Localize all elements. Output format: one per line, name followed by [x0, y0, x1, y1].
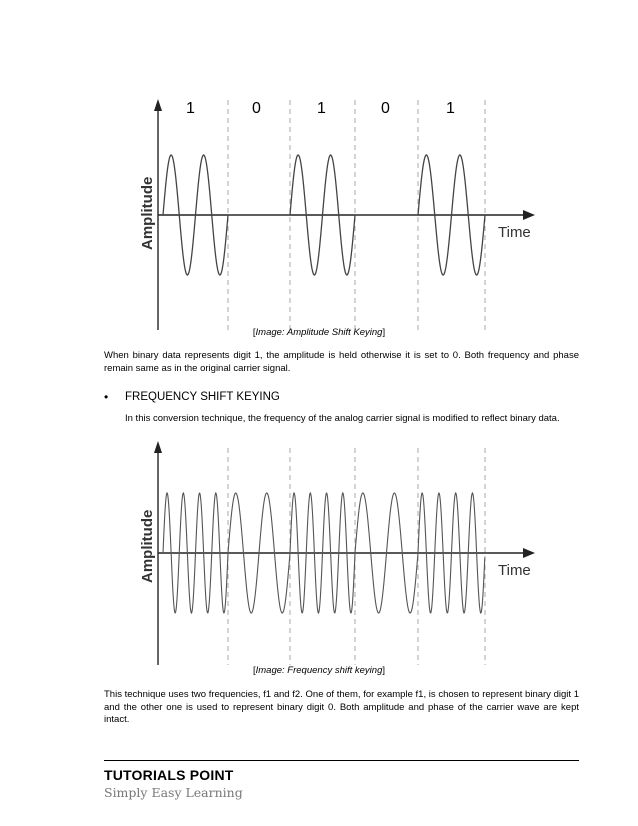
bit-label: 1 [446, 100, 455, 117]
bit-label: 1 [186, 100, 195, 117]
x-axis-label: Time [498, 562, 531, 579]
caption-text: Image: Amplitude Shift Keying [255, 327, 383, 338]
bit-label: 0 [381, 100, 390, 117]
footer-brand: TUTORIALS POINT [104, 767, 234, 783]
x-axis-arrow [523, 210, 535, 220]
figure2-caption: [Image: Frequency shift keying] [252, 665, 385, 676]
bullet: • [104, 390, 109, 404]
paragraph: When binary data represents digit 1, the amplitude is held otherwise it is set to 0. Both frequency and phase remain same as in the original carrier signal. [104, 350, 579, 374]
caption-text: Image: Frequency shift keying [255, 665, 383, 676]
section-heading: FREQUENCY SHIFT KEYING [125, 391, 280, 403]
ask-figure [130, 95, 540, 335]
footer-divider [104, 760, 579, 761]
bit-dividers [228, 448, 485, 665]
paragraph: This technique uses two frequencies, f1 and f2. One of them, for example f1, is chosen to represent binary digit 1 and the other one is used to represent binary digit 0. Both amplitude and phase of the carrier wave are kept intact. [104, 689, 579, 725]
bit-label: 1 [317, 100, 326, 117]
y-axis-label: Amplitude [139, 176, 156, 250]
y-axis-label: Amplitude [139, 509, 156, 583]
x-axis-arrow [523, 548, 535, 558]
section-intro: In this conversion technique, the frequency of the analog carrier signal is modified to reflect binary data. [125, 413, 560, 424]
x-axis-label: Time [498, 224, 531, 241]
footer-tagline: Simply Easy Learning [104, 785, 243, 800]
bit-label: 0 [252, 100, 261, 117]
y-axis-arrow [154, 441, 162, 453]
y-axis-arrow [154, 99, 162, 111]
fsk-figure [130, 433, 540, 673]
figure1-caption: [Image: Amplitude Shift Keying] [252, 327, 386, 338]
